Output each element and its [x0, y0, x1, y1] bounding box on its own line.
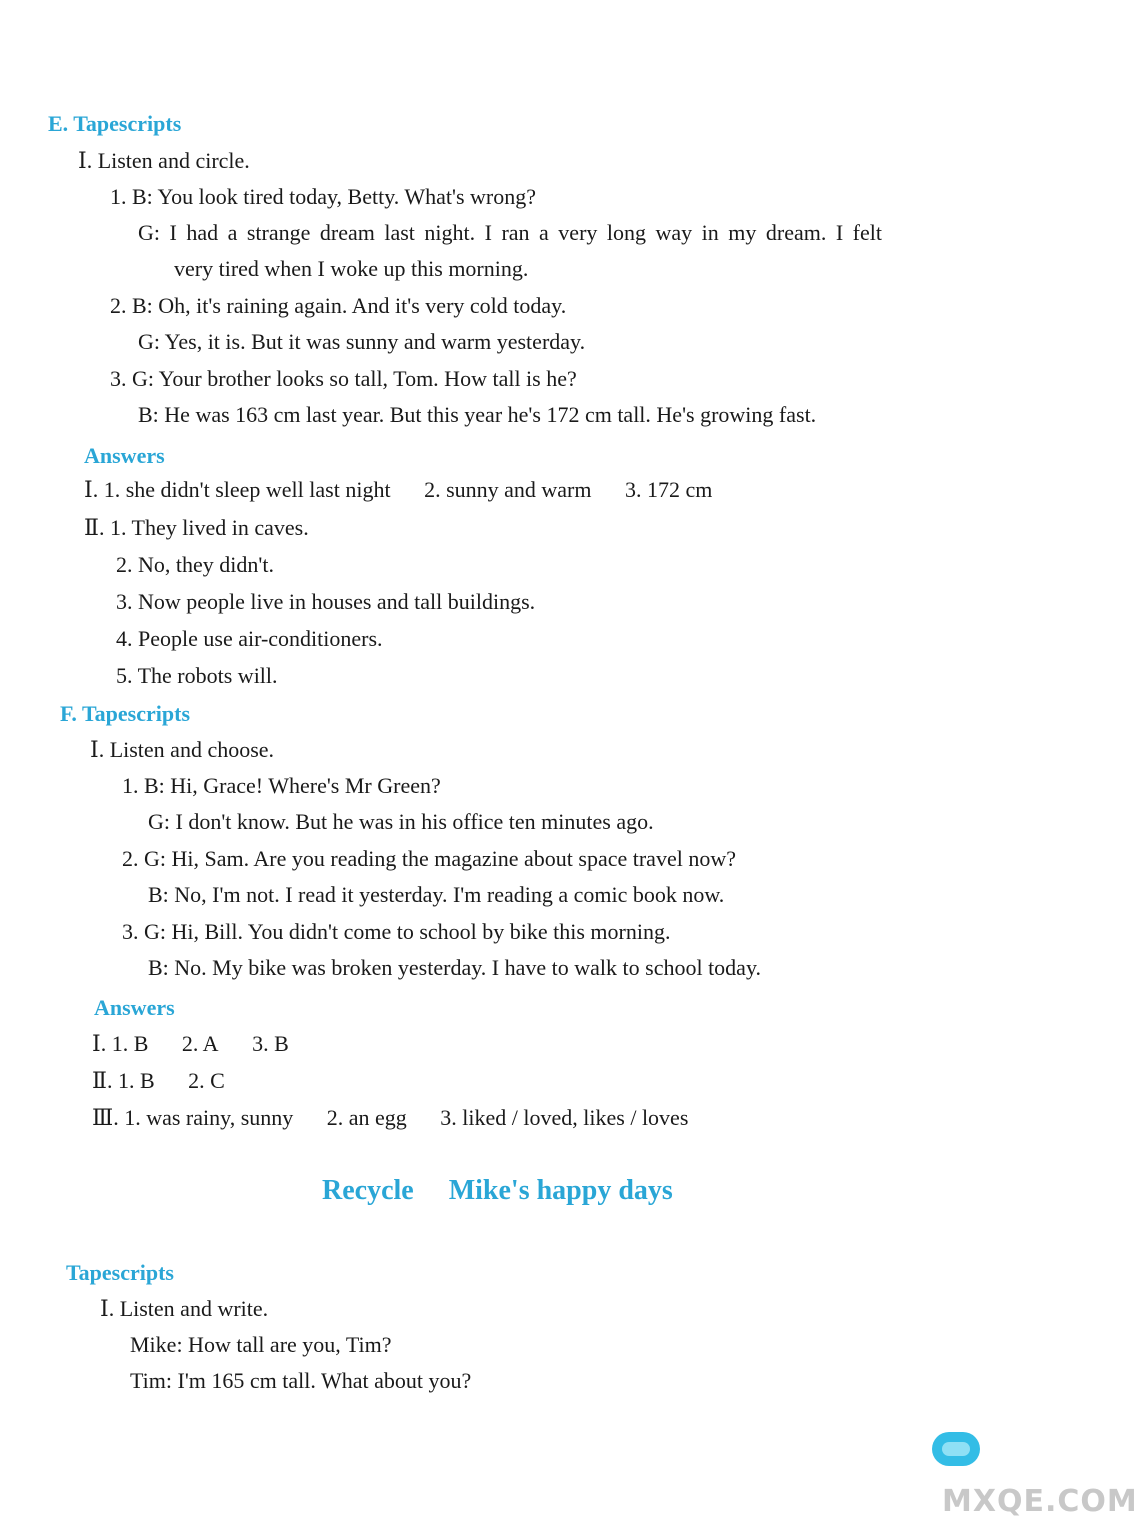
dialog-line: 1. B: Hi, Grace! Where's Mr Green? — [122, 773, 441, 798]
answer-item: Ⅰ. 1. she didn't sleep well last night — [84, 477, 391, 502]
answer-item: 3. 172 cm — [624, 477, 713, 502]
answers-row — [92, 1067, 225, 1095]
dialog-line: Tim: I'm 165 cm tall. What about you? — [130, 1368, 472, 1393]
answer-item: 2. an egg — [326, 1105, 407, 1130]
recycle-part1-title: Ⅰ. Listen and write. — [100, 1296, 269, 1321]
answer-line: Ⅱ. 1. They lived in caves. — [84, 515, 309, 540]
answer-line: 2. No, they didn't. — [116, 552, 274, 577]
answer-item: Ⅲ. 1. was rainy, sunny — [92, 1105, 294, 1130]
dialog-line: B: No, I'm not. I read it yesterday. I'm reading a comic book now. — [148, 882, 725, 907]
answer-line: 3. Now people live in houses and tall buildings. — [116, 589, 536, 614]
answer-item: Ⅱ. 1. B — [92, 1068, 155, 1093]
answers-row — [92, 1104, 688, 1132]
page-number-badge — [932, 1432, 980, 1466]
dialog-line: Mike: How tall are you, Tim? — [130, 1332, 392, 1357]
dialog-line: 2. G: Hi, Sam. Are you reading the magazine about space travel now? — [122, 846, 736, 871]
dialog-line: B: He was 163 cm last year. But this year he's 172 cm tall. He's growing fast. — [138, 402, 817, 427]
dialog-line: B: No. My bike was broken yesterday. I have to walk to school today. — [148, 955, 762, 980]
answer-line: 4. People use air-conditioners. — [116, 626, 383, 651]
answer-item: 2. A — [181, 1031, 219, 1056]
section-e-part1-title: Ⅰ. Listen and circle. — [78, 148, 250, 173]
dialog-line: 3. G: Your brother looks so tall, Tom. How tall is he? — [110, 366, 577, 391]
recycle-title-name: Mike's happy days — [448, 1175, 673, 1206]
watermark-logo: MXQE.COM — [942, 1484, 1138, 1519]
dialog-line: 1. B: You look tired today, Betty. What's wrong? — [110, 184, 537, 209]
dialog-line: 2. B: Oh, it's raining again. And it's very cold today. — [110, 293, 567, 318]
section-f-part1-title: Ⅰ. Listen and choose. — [90, 737, 275, 762]
answer-line: 5. The robots will. — [116, 663, 278, 688]
answer-item: 2. sunny and warm — [424, 477, 592, 502]
dialog-line: G: I had a strange dream last night. I ran a very long way in my dream. I felt — [138, 220, 882, 245]
dialog-line: 3. G: Hi, Bill. You didn't come to school by bike this morning. — [122, 919, 671, 944]
section-f-answers-heading: Answers — [94, 995, 175, 1020]
dialog-line: very tired when I woke up this morning. — [174, 256, 529, 281]
answers-row — [84, 476, 712, 504]
answer-item: 3. B — [252, 1031, 289, 1056]
recycle-title-label: Recycle — [322, 1175, 414, 1206]
recycle-title — [322, 1174, 673, 1208]
section-e-heading: E. Tapescripts — [48, 111, 182, 136]
answer-item: Ⅰ. 1. B — [92, 1031, 149, 1056]
recycle-heading: Tapescripts — [66, 1260, 174, 1285]
answer-item: 3. liked / loved, likes / loves — [440, 1105, 689, 1130]
dialog-line: G: I don't know. But he was in his office ten minutes ago. — [148, 809, 654, 834]
section-f-heading: F. Tapescripts — [60, 701, 191, 726]
dialog-line: G: Yes, it is. But it was sunny and warm yesterday. — [138, 329, 586, 354]
section-e-answers-heading: Answers — [84, 443, 165, 468]
answers-row — [92, 1030, 289, 1058]
answer-item: 2. C — [188, 1068, 225, 1093]
